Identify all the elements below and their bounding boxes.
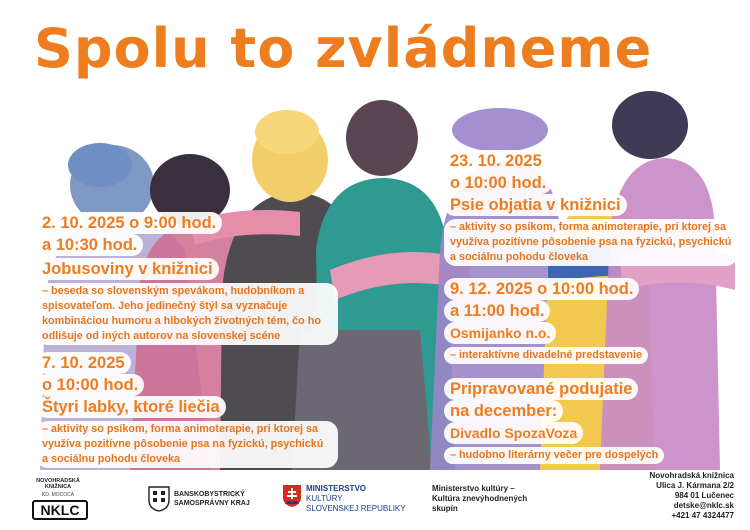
event-date: 2. 10. 2025 o 9:00 hod. bbox=[36, 212, 346, 234]
december-heading: Pripravované podujatie bbox=[444, 378, 740, 400]
event-date: 9. 12. 2025 o 10:00 hod. bbox=[444, 278, 740, 300]
event-description: – interaktívne divadelné predstavenie bbox=[444, 347, 740, 364]
ministry-logo bbox=[282, 482, 422, 522]
event-name: Divadlo SpozaVoza bbox=[444, 422, 740, 444]
nklc-arc-text: NOVOHRADSKÁ KNIŽNICA bbox=[36, 478, 80, 490]
event-date: 23. 10. 2025 bbox=[444, 150, 740, 172]
event-time: a 10:30 hod. bbox=[36, 234, 346, 256]
nklc-logo bbox=[26, 478, 90, 524]
contact-info: Novohradská knižnica Ulica J. Kármana 2/2 984 01 Lučenec detske@nklc.sk +421 47 4324477 bbox=[649, 471, 734, 520]
event-description: – aktivity so psíkom, forma animoterapie, pri ktorej sa využíva pozitívne pôsobenie psa na fyzickú, psychickú a sociálnu pohodu človeka bbox=[444, 219, 738, 266]
ministry-line3: SLOVENSKEJ REPUBLIKY bbox=[306, 504, 406, 513]
bbsk-line1: BANSKOBYSTRICKÝ bbox=[174, 491, 245, 498]
december-event bbox=[444, 378, 740, 464]
event-description: – aktivity so psíkom, forma animoterapie, pri ktorej sa využíva pozitívne pôsobenie psa na fyzickú, psychickú a sociálnu pohodu človeka bbox=[36, 421, 338, 468]
event-psie-objatia bbox=[444, 150, 740, 266]
bbsk-logo bbox=[148, 486, 288, 516]
event-name: Psie objatia v knižnici bbox=[444, 194, 740, 216]
event-description: – hudobno literárny večer pre dospelých bbox=[444, 447, 740, 464]
event-osmijanko bbox=[444, 278, 740, 364]
nklc-text: NKLC bbox=[32, 500, 88, 520]
event-jobusoviny bbox=[36, 212, 346, 345]
slovak-coat-of-arms-icon bbox=[282, 484, 302, 508]
support-program-text: Ministerstvo kultúry – Kultúra znevýhodnených skupín bbox=[432, 484, 528, 513]
event-name: Štyri labky, ktoré liečia bbox=[36, 396, 346, 418]
ministry-line2: KULTÚRY bbox=[306, 494, 343, 503]
event-description: – beseda so slovenským spevákom, hudobníkom a spisovateľom. Jeho jedinečný štýl sa vyznačuje kombináciou humoru a hlbokých životných tém, čo ho odlišuje od iných autorov na slovenskej scéne bbox=[36, 283, 338, 345]
event-time: o 10:00 hod. bbox=[36, 374, 346, 396]
ministry-line1: MINISTERSTVO bbox=[306, 484, 367, 493]
event-styri-labky bbox=[36, 352, 346, 468]
bbsk-coat-of-arms-icon bbox=[148, 486, 170, 512]
event-time: a 11:00 hod. bbox=[444, 300, 740, 322]
event-time: o 10:00 hod. bbox=[444, 172, 740, 194]
event-name: Osmijanko n.o. bbox=[444, 322, 740, 344]
event-name: Jobusoviny v knižnici bbox=[36, 258, 346, 280]
december-heading-line2: na december: bbox=[444, 400, 740, 422]
poster-title: Spolu to zvládneme bbox=[34, 17, 653, 80]
footer bbox=[0, 470, 750, 530]
event-date: 7. 10. 2025 bbox=[36, 352, 346, 374]
bbsk-line2: SAMOSPRÁVNY KRAJ bbox=[174, 500, 250, 507]
nklc-sub-text: KD. MOCOCA bbox=[41, 492, 75, 498]
